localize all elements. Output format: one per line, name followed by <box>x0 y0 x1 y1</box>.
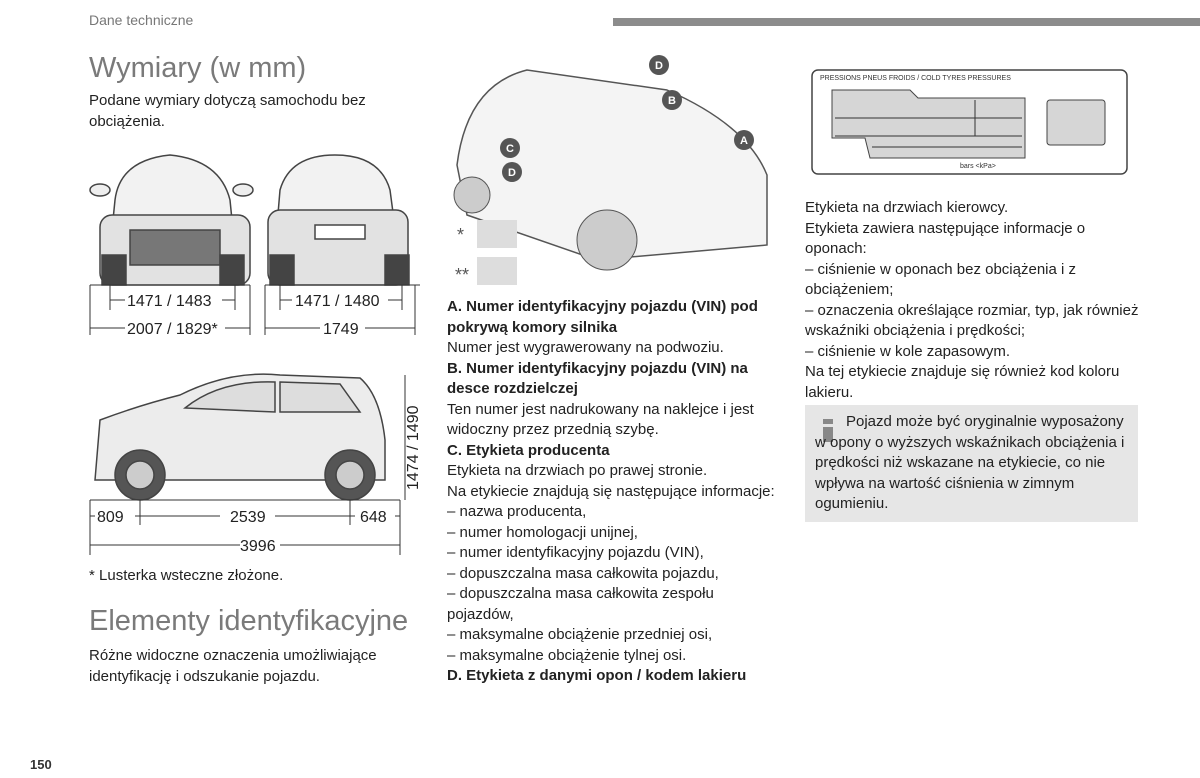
header-bar <box>613 18 1200 26</box>
marker-b: B <box>668 95 676 107</box>
front-overhang-label: 809 <box>97 509 124 526</box>
description-line: – oznaczenia określające rozmiar, typ, jak również wskaźniki obciążenia i prędkości; <box>805 301 1139 339</box>
marker-c: C <box>506 143 514 155</box>
front-view-car <box>90 155 253 285</box>
item-d-title: D. Etykieta z danymi opon / kodem lakieru <box>447 667 747 684</box>
length-label: 3996 <box>240 538 276 555</box>
item-c-text: Na etykiecie znajdują się następujące informacje: <box>447 482 775 500</box>
vin-location-diagram <box>447 45 777 295</box>
item-b-text: Ten numer jest nadrukowany na naklejce i jest widoczny przez przednią szybę. <box>447 400 754 438</box>
star-single: * <box>457 225 465 245</box>
item-c-text: Etykieta na drzwiach po prawej stronie. <box>447 462 708 479</box>
page-number: 150 <box>30 757 52 772</box>
dimensions-title: Wymiary (w mm) <box>89 52 307 84</box>
identification-intro: Różne widoczne oznaczenia umożliwiające identyfikację i odszukanie pojazdu. <box>89 647 377 685</box>
item-a-title: A. Numer identyfikacyjny pojazdu (VIN) pod pokrywą komory silnika <box>447 298 758 336</box>
rear-width-label: 1749 <box>323 321 359 338</box>
tyre-label-title: PRESSIONS PNEUS FROIDS / COLD TYRES PRESSURES <box>820 75 1011 82</box>
list-item: – dopuszczalna masa całkowita pojazdu, <box>447 564 719 582</box>
marker-d: D <box>508 167 516 179</box>
front-width-label: 2007 / 1829* <box>127 321 218 338</box>
description-line: Na tej etykiecie znajduje się również kod koloru lakieru. <box>805 363 1120 401</box>
description-line: Etykieta na drzwiach kierowcy. <box>805 199 1009 216</box>
list-item: – maksymalne obciążenie przedniej osi, <box>447 626 713 643</box>
list-item: – maksymalne obciążenie tylnej osi. <box>447 646 687 664</box>
footnote: * Lusterka wsteczne złożone. <box>89 567 284 584</box>
item-b-title: B. Numer identyfikacyjny pojazdu (VIN) na desce rozdzielczej <box>447 359 748 397</box>
description-line: – ciśnienie w kole zapasowym. <box>805 342 1011 360</box>
wheelbase-label: 2539 <box>230 509 266 526</box>
tyre-label-units: bars <kPa> <box>960 163 996 170</box>
section-header: Dane techniczne <box>89 12 194 28</box>
marker-d-top: D <box>655 60 663 72</box>
identification-title: Elementy identyfikacyjne <box>89 605 409 637</box>
item-c-title: C. Etykieta producenta <box>447 441 610 459</box>
rear-overhang-label: 648 <box>360 509 387 526</box>
star-double: ** <box>455 265 470 285</box>
rear-view-car <box>268 155 409 285</box>
dimension-diagrams <box>80 140 430 560</box>
front-track-label: 1471 / 1483 <box>127 293 212 310</box>
list-item: – numer identyfikacyjny pojazdu (VIN), <box>447 544 704 561</box>
tyre-pressure-label <box>810 68 1130 176</box>
item-a-text: Numer jest wygrawerowany na podwoziu. <box>447 339 724 356</box>
height-label: 1474 / 1490 <box>405 405 422 490</box>
dimensions-intro: Podane wymiary dotyczą samochodu bez obciążenia. <box>89 92 366 130</box>
list-item: – dopuszczalna masa całkowita zespołu pojazdów, <box>447 585 714 623</box>
steering-wheel-left-icon <box>477 220 517 248</box>
tyre-label-description <box>805 198 1140 403</box>
steering-wheel-right-icon <box>477 257 517 285</box>
list-item: – numer homologacji unijnej, <box>447 523 638 541</box>
info-note-text: Pojazd może być oryginalnie wyposażony w opony o wyższych wskaźnikach obciążenia i prędkości niż wskazane na etykiecie, co nie wpływa na wartość ciśnienia w zimnym ogumieniu. <box>815 413 1125 512</box>
side-view-car <box>95 374 385 500</box>
info-note <box>805 405 1138 522</box>
list-item: – nazwa producenta, <box>447 503 587 520</box>
rear-track-label: 1471 / 1480 <box>295 293 380 310</box>
identification-list <box>447 297 777 687</box>
description-line: – ciśnienie w oponach bez obciążenia i z obciążeniem; <box>805 260 1077 298</box>
marker-a: A <box>740 135 748 147</box>
description-line: Etykieta zawiera następujące informacje o oponach: <box>805 219 1086 257</box>
